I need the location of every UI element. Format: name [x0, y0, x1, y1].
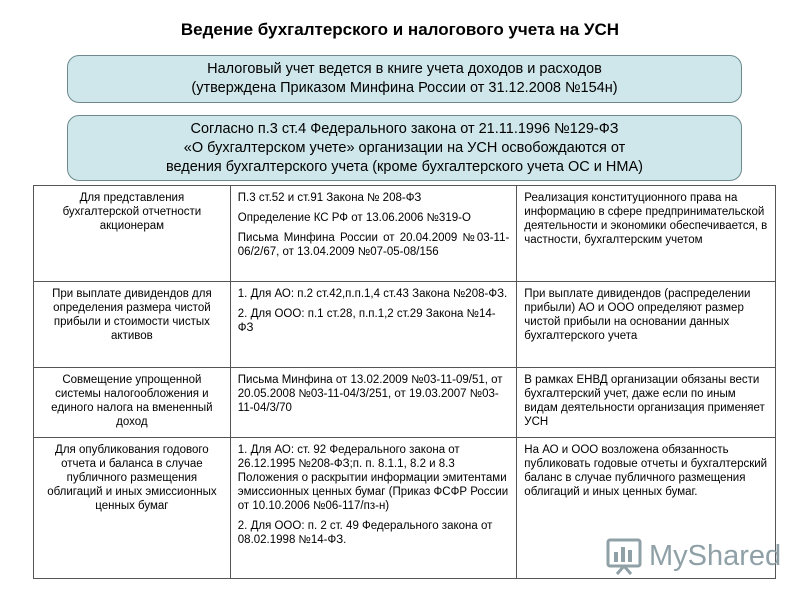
note-cell: Реализация конституционного права на информацию в сфере предпринимательской деятельности и экономики обеспечивается, в частности, бухгалтерским учетом — [517, 186, 776, 282]
exemption-banner — [67, 115, 742, 181]
case-cell: При выплате дивидендов для определения размера чистой прибыли и стоимости чистых активов — [34, 282, 231, 368]
watermark-text: MyShared — [649, 539, 782, 572]
case-cell: Для опубликования годового отчета и баланса в случае публичного размещения облигаций и иных эмиссионных ценных бумаг — [34, 438, 231, 579]
legal-basis-item: 2. Для ООО: п. 2 ст. 49 Федерального закона от 08.02.1998 №14-ФЗ. — [237, 520, 493, 546]
legal-basis-item: 2. Для ООО: п.1 ст.28, п.п.1,2 ст.29 Закона №14-ФЗ — [237, 308, 496, 334]
requirements-table — [33, 185, 776, 579]
banner-line: Налоговый учет ведется в книге учета доходов и расходов — [207, 61, 602, 77]
legal-basis-cell — [230, 368, 517, 438]
legal-basis-item: Письма Минфина от 13.02.2009 №03-11-09/51, от 20.05.2008 №03-11-04/3/251, от 19.03.2007 №03-11-04/3/70 — [237, 374, 503, 414]
legal-basis-item: Письма Минфина России от 20.04.2009 №03-11-06/2/67, от 13.04.2009 №07-05-08/156 — [237, 232, 510, 258]
note-cell: В рамках ЕНВД организации обязаны вести бухгалтерский учет, даже если по иным видам деятельности организация применяет УСН — [517, 368, 776, 438]
legal-basis-item: 1. Для АО: ст. 92 Федерального закона от 26.12.1995 №208-ФЗ;п. п. 8.1.1, 8.2 и 8.3 Положения о раскрытии информации эмитентами эмиссионных ценных бумаг (Приказ ФСФР России от 10.10.2006 №06-117/пз-н) — [237, 444, 509, 512]
legal-basis-item: П.3 ст.52 и ст.91 Закона № 208-ФЗ — [237, 192, 422, 204]
presentation-icon — [605, 537, 643, 575]
page-title: Ведение бухгалтерского и налогового учета на УСН — [180, 20, 620, 39]
note-cell: На АО и ООО возложена обязанность публиковать годовые отчеты и бухгалтерский баланс в случае публичного размещения облигаций и иных ценных бумаг. — [517, 438, 776, 579]
table-row — [34, 282, 776, 368]
tax-accounting-banner — [67, 55, 742, 103]
legal-basis-cell — [230, 282, 517, 368]
legal-basis-cell — [230, 186, 517, 282]
legal-basis-item: 1. Для АО: п.2 ст.42,п.п.1,4 ст.43 Закона №208-ФЗ. — [237, 288, 508, 300]
note-cell: При выплате дивидендов (распределении прибыли) АО и ООО определяют размер чистой прибыли на основании данных бухгалтерского учета — [517, 282, 776, 368]
legal-basis-cell — [230, 438, 517, 579]
watermark-logo — [605, 535, 781, 577]
table-row — [34, 186, 776, 282]
case-cell: Совмещение упрощенной системы налогообложения и единого налога на вмененный доход — [34, 368, 231, 438]
banner-line: Согласно п.3 ст.4 Федерального закона от 21.11.1996 №129-ФЗ — [190, 120, 619, 137]
legal-basis-item: Определение КС РФ от 13.06.2006 №319-О — [237, 212, 471, 224]
case-cell: Для представления бухгалтерской отчетности акционерам — [34, 186, 231, 282]
banner-line: (утверждена Приказом Минфина России от 31.12.2008 №154н) — [191, 80, 618, 96]
table-row — [34, 368, 776, 438]
banner-line: ведения бухгалтерского учета (кроме бухгалтерского учета ОС и НМА) — [166, 158, 643, 175]
banner-line: «О бухгалтерском учете» организации на УСН освобождаются от — [183, 139, 626, 156]
